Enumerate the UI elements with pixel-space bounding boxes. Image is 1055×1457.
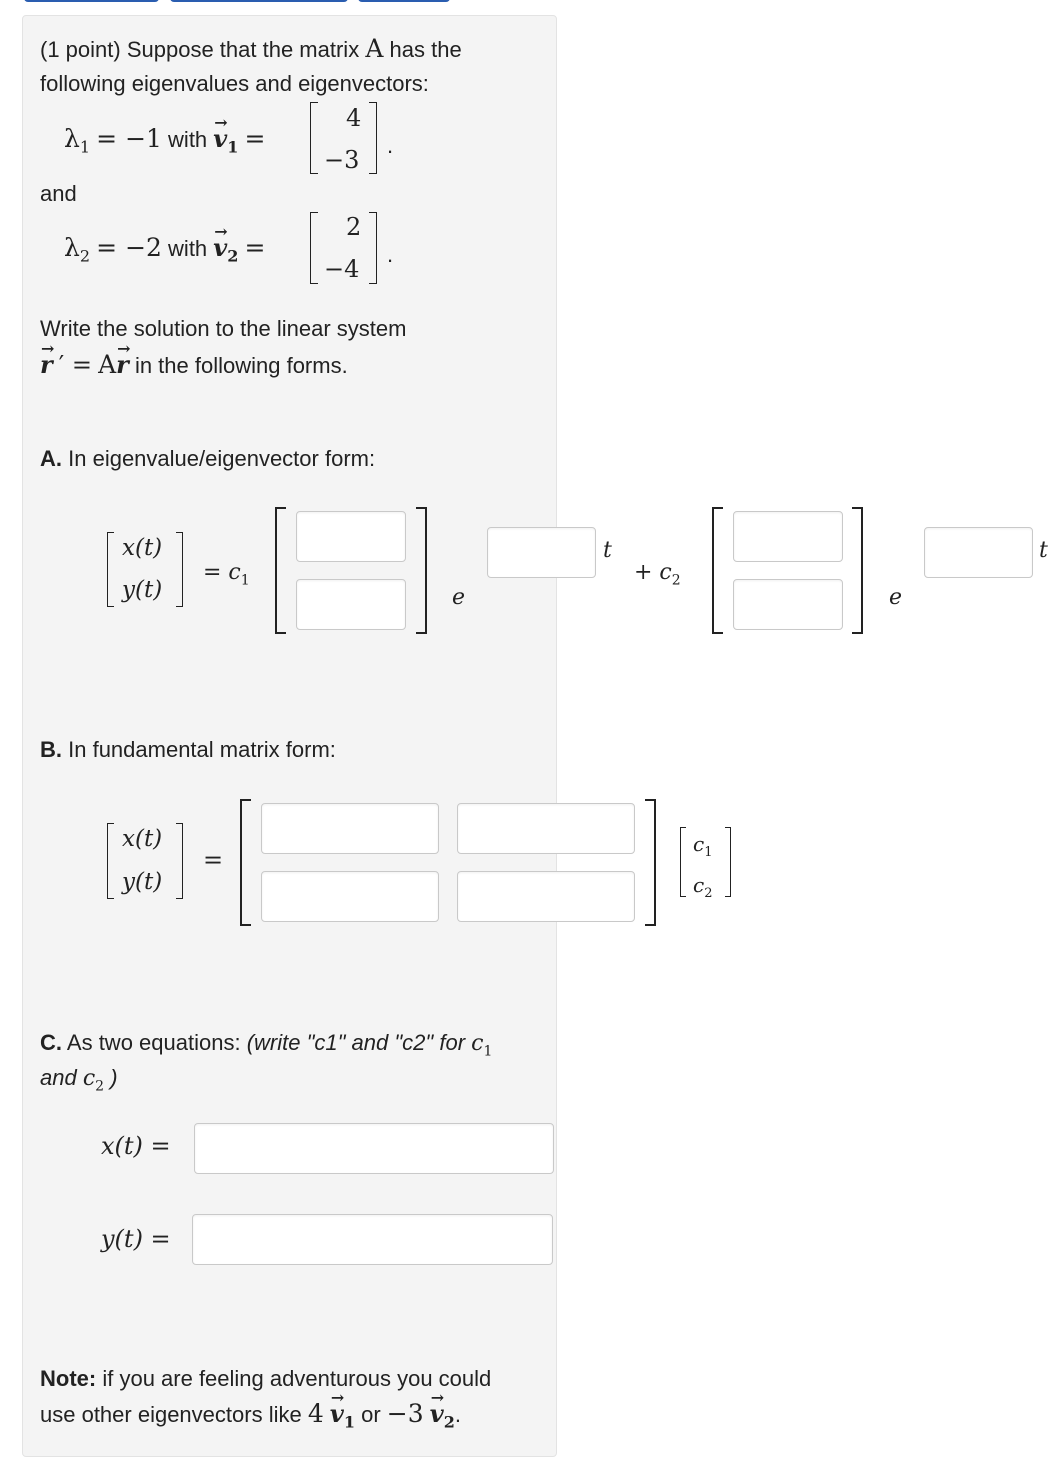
- intro-line-1: (1 point) Suppose that the matrix A has the: [40, 34, 462, 63]
- partB-equals: =: [203, 846, 224, 874]
- partA-exponent1-input[interactable]: [487, 527, 596, 578]
- and-text: and: [40, 181, 77, 206]
- matrix-A: A: [365, 34, 384, 63]
- partB-c1: $c_1$: [693, 832, 713, 860]
- partA-e2: e: [889, 585, 903, 610]
- partA-plus-c2: + $c_2$: [634, 560, 681, 589]
- eigenvalue-2: $\lambda_2 = -2$ with → $v_2$ =: [64, 230, 265, 273]
- partA-vec1-bracket-right: [416, 507, 427, 634]
- eigvec2-period: .: [387, 242, 394, 267]
- eigvec2-entry-top: 2: [346, 213, 362, 241]
- partA-vec1-bracket-left: [275, 507, 286, 634]
- partA-lhs-bracket-right: [176, 532, 183, 607]
- partC-y-label: y(t) =: [101, 1225, 171, 1253]
- partB-matrix-r2c2-input[interactable]: [457, 871, 635, 922]
- partB-c-bracket-right: [725, 827, 731, 897]
- partA-t1: t: [603, 538, 612, 563]
- partB-c2: $c_2$: [693, 873, 713, 901]
- partA-vec1-bottom-input[interactable]: [296, 579, 406, 630]
- partA-eq-c1: = $c_1$: [203, 560, 250, 589]
- eigenvalue-1: $\lambda_1 = -1$ with → $v_1$ =: [64, 121, 265, 164]
- partB-xt: x(t): [122, 826, 163, 852]
- partA-vec2-bottom-input[interactable]: [733, 579, 843, 630]
- partB-lhs-bracket-right: [176, 823, 183, 899]
- partB-lhs-bracket-left: [107, 823, 114, 899]
- partA-e1: e: [452, 585, 466, 610]
- eigvec1-entry-bottom: −3: [324, 146, 360, 174]
- partB-yt: y(t): [122, 869, 163, 895]
- partB-matrix-r1c1-input[interactable]: [261, 803, 439, 854]
- partC-x-label: x(t) =: [101, 1132, 171, 1160]
- note-line-1: Note: if you are feeling adventurous you could: [40, 1366, 492, 1391]
- eigvec2-bracket-right: [369, 212, 377, 284]
- eigvec2-entry-bottom: −4: [324, 255, 360, 283]
- system-line-1: Write the solution to the linear system: [40, 316, 407, 341]
- partA-exponent2-input[interactable]: [924, 527, 1033, 578]
- eigvec2-bracket-left: [310, 212, 318, 284]
- partB-matrix-bracket-right: [645, 799, 656, 926]
- eigvec1-entry-top: 4: [346, 104, 362, 132]
- system-line-2: → r ′ = A→ r in the following forms.: [40, 347, 348, 383]
- intro-line-2: following eigenvalues and eigenvectors:: [40, 71, 429, 96]
- part-b-heading: B. In fundamental matrix form:: [40, 737, 336, 762]
- partA-vec2-bracket-right: [852, 507, 863, 634]
- partB-c-bracket-left: [680, 827, 686, 897]
- eigvec1-period: .: [387, 133, 394, 158]
- partA-lhs-bracket-left: [107, 532, 114, 607]
- toolbar-button-3[interactable]: [358, 0, 450, 2]
- partA-vec2-top-input[interactable]: [733, 511, 843, 562]
- partA-xt: x(t): [122, 535, 163, 561]
- toolbar-button-1[interactable]: [24, 0, 159, 2]
- part-c-heading-line2: and $c_2$ ): [40, 1065, 118, 1095]
- partA-vec1-top-input[interactable]: [296, 511, 406, 562]
- eigvec1-bracket-right: [369, 102, 377, 174]
- points-label: (1 point): [40, 37, 121, 62]
- partB-matrix-r1c2-input[interactable]: [457, 803, 635, 854]
- partB-matrix-bracket-left: [240, 799, 251, 926]
- note-line-2: use other eigenvectors like $4 \to v_1$ or $-3 \to v_2$.: [40, 1396, 461, 1439]
- part-a-heading: A. In eigenvalue/eigenvector form:: [40, 446, 376, 471]
- partA-t2: t: [1039, 538, 1048, 563]
- eigvec1-bracket-left: [310, 102, 318, 174]
- partB-matrix-r2c1-input[interactable]: [261, 871, 439, 922]
- partC-x-input[interactable]: [194, 1123, 554, 1174]
- toolbar-button-2[interactable]: [170, 0, 348, 2]
- part-c-heading: C. As two equations: (write "c1" and "c2" for $c_1$: [40, 1030, 493, 1060]
- partC-y-input[interactable]: [192, 1214, 553, 1265]
- partA-vec2-bracket-left: [712, 507, 723, 634]
- partA-yt: y(t): [122, 577, 163, 603]
